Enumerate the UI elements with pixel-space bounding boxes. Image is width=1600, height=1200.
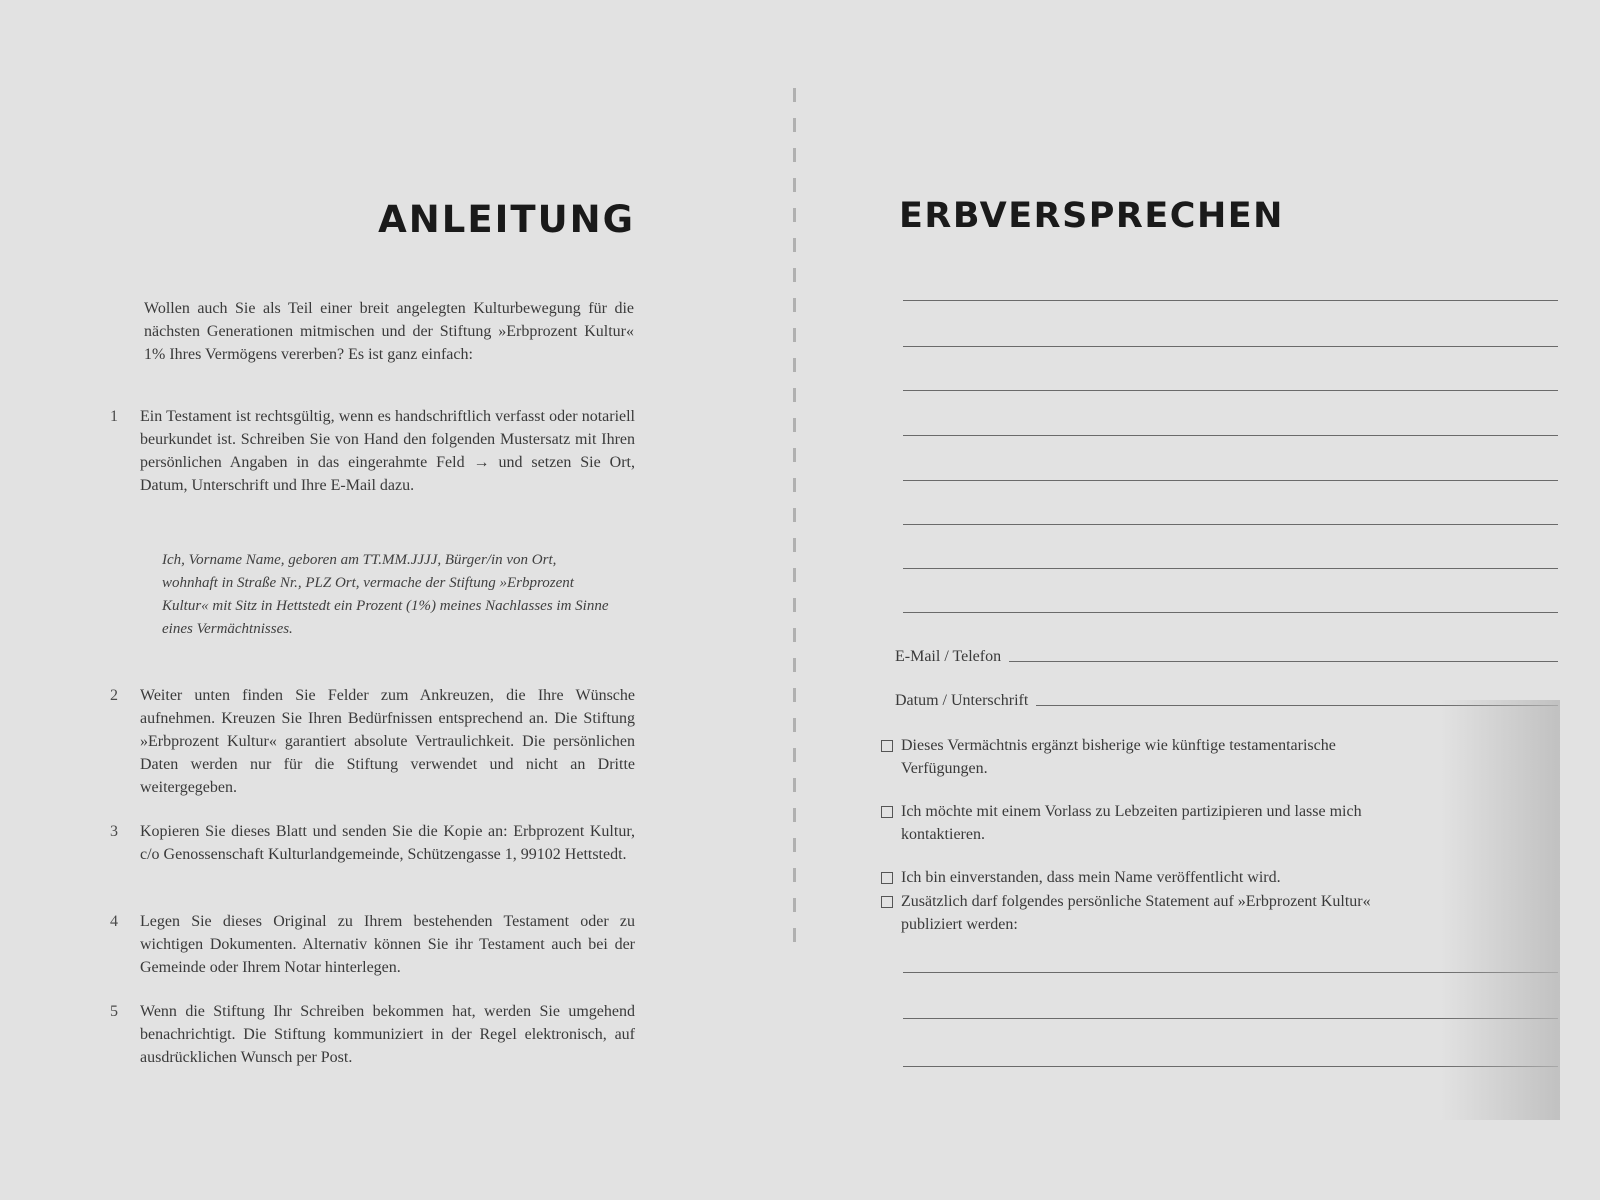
checkbox-option[interactable] — [881, 866, 1411, 889]
email-phone-line[interactable] — [1009, 660, 1558, 662]
checkbox-option[interactable] — [881, 734, 1411, 780]
handwriting-line[interactable] — [903, 435, 1558, 436]
instruction-step — [110, 1000, 635, 1069]
handwriting-line[interactable] — [903, 346, 1558, 347]
page-title-erbversprechen: ERBVERSPRECHEN — [899, 196, 1284, 236]
checkbox-label: Zusätzlich darf folgendes persönliche Statement auf »Erbprozent Kultur« publiziert werden: — [901, 893, 1371, 933]
handwriting-line[interactable] — [903, 612, 1558, 613]
checkbox[interactable] — [881, 872, 893, 884]
handwriting-line[interactable] — [903, 568, 1558, 569]
handwriting-line[interactable] — [903, 390, 1558, 391]
scan-shadow — [1440, 700, 1560, 1120]
page-title-anleitung: ANLEITUNG — [378, 198, 635, 241]
handwriting-line[interactable] — [903, 480, 1558, 481]
checkbox-label: Ich möchte mit einem Vorlass zu Lebzeiten partizipieren und lasse mich kontaktieren. — [901, 803, 1362, 843]
step-number: 5 — [110, 1003, 118, 1020]
left-page — [110, 0, 635, 1200]
step-number: 2 — [110, 687, 118, 704]
step-text: Wenn die Stiftung Ihr Schreiben bekommen hat, werden Sie umgehend benachrichtigt. Die Stiftung kommuniziert in der Regel elektronisch, auf ausdrücklichen Wunsch per Post. — [140, 1003, 635, 1066]
date-signature-label: Datum / Unterschrift — [895, 692, 1029, 709]
step-number: 4 — [110, 913, 118, 930]
handwriting-line[interactable] — [903, 300, 1558, 301]
checkbox[interactable] — [881, 896, 893, 908]
checkbox-option[interactable] — [881, 890, 1411, 936]
step-number: 3 — [110, 823, 118, 840]
step-number: 1 — [110, 408, 118, 425]
instruction-step — [110, 820, 635, 866]
instruction-step — [110, 684, 635, 799]
email-phone-label: E-Mail / Telefon — [895, 648, 1002, 665]
checkbox-label: Dieses Vermächtnis ergänzt bisherige wie künftige testamentarische Verfügungen. — [901, 737, 1336, 777]
checkbox[interactable] — [881, 806, 893, 818]
step-text: Kopieren Sie dieses Blatt und senden Sie die Kopie an: Erbprozent Kultur, c/o Genossenschaft Kulturlandgemeinde, Schützengasse 1, 99102 Hettstedt. — [140, 823, 635, 863]
handwriting-line[interactable] — [903, 524, 1558, 525]
checkbox-option[interactable] — [881, 800, 1411, 846]
step-text: Ein Testament ist rechtsgültig, wenn es handschriftlich verfasst oder notariell beurkundet ist. Schreiben Sie von Hand den folgenden Mustersatz mit Ihren persönlichen Angaben in das eingerahmte Feld → und setzen Sie Ort, Datum, Unterschrift und Ihre E-Mail dazu. — [140, 408, 635, 494]
checkbox[interactable] — [881, 740, 893, 752]
step-text: Legen Sie dieses Original zu Ihrem bestehenden Testament oder zu wichtigen Dokumenten. Alternativ können Sie ihr Testament auch bei der Gemeinde oder Ihrem Notar hinterlegen. — [140, 913, 635, 976]
instruction-step — [110, 405, 635, 497]
intro-paragraph: Wollen auch Sie als Teil einer breit angelegten Kulturbewegung für die nächsten Generationen mitmischen und der Stiftung »Erbprozent Kultur« 1% Ihres Vermögens vererben? Es ist ganz einfach: — [144, 300, 634, 363]
step-text: Weiter unten finden Sie Felder zum Ankreuzen, die Ihre Wünsche aufnehmen. Kreuzen Sie Ihren Bedürfnissen entsprechend an. Die Stiftung »Erbprozent Kultur« garantiert absolute Vertraulichkeit. Die persönlichen Daten werden nur für die Stiftung verwendet und nicht an Dritte weitergegeben. — [140, 687, 635, 796]
template-sentence: Ich, Vorname Name, geboren am TT.MM.JJJJ, Bürger/in von Ort, wohnhaft in Straße Nr., PLZ Ort, vermache der Stiftung »Erbprozent Kultur« mit Sitz in Hettstedt ein Prozent (1%) meines Nachlasses im Sinne eines Vermächtnisses. — [162, 552, 609, 637]
instruction-step — [110, 910, 635, 979]
page-fold-divider — [793, 88, 796, 958]
email-phone-field[interactable] — [895, 648, 1558, 666]
checkbox-label: Ich bin einverstanden, dass mein Name veröffentlicht wird. — [901, 869, 1281, 886]
